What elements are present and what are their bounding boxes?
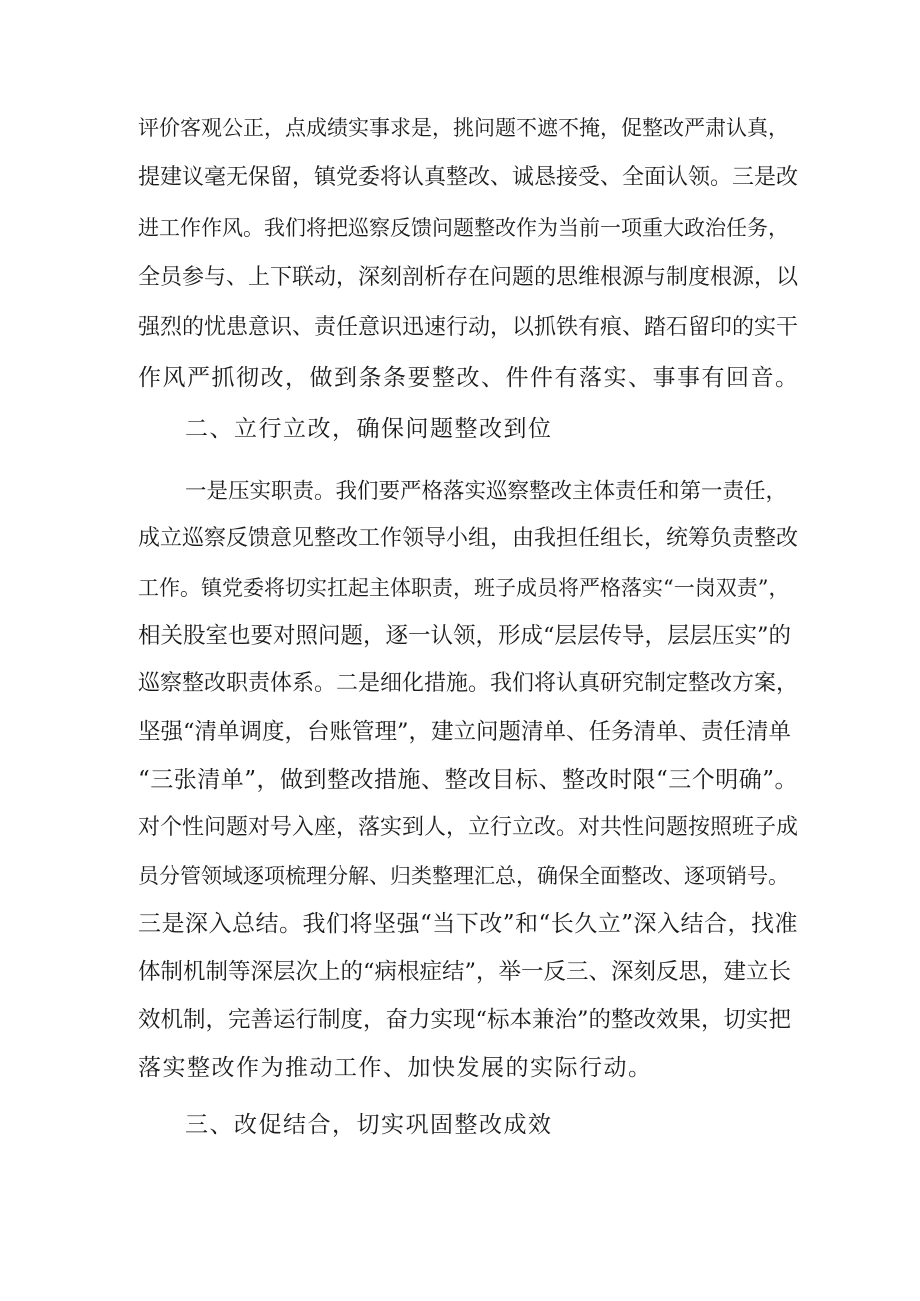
section-heading-3: 三、改促结合，切实巩固整改成效 <box>185 1112 553 1138</box>
paragraph-1-line-6: 作风严抓彻改，做到条条要整改、件件有落实、事事有回音。 <box>138 365 800 391</box>
paragraph-1-line-2: 提建议毫无保留，镇党委将认真整改、诚恳接受、全面认领。三是改 <box>138 165 799 190</box>
paragraph-2-line-1: 一是压实职责。我们要严格落实巡察整改主体责任和第一责任， <box>185 479 788 504</box>
paragraph-1-line-1: 评价客观公正，点成绩实事求是，挑问题不遮不掩，促整改严肃认真， <box>138 116 789 140</box>
paragraph-2-line-6: 坚强“清单调度，台账管理”，建立问题清单、任务清单、责任清单 <box>138 719 792 745</box>
paragraph-2-line-11: 体制机制等深层次上的“病根症结”，举一反三、深刻反思，建立长 <box>138 959 792 985</box>
paragraph-2-line-7: “三张清单”，做到整改措施、整改目标、整改时限“三个明确”。 <box>138 767 799 793</box>
section-heading-2: 二、立行立改，确保问题整改到位 <box>185 416 553 442</box>
paragraph-2-line-13: 落实整改作为推动工作、加快发展的实际行动。 <box>138 1055 653 1081</box>
paragraph-2-line-4: 相关股室也要对照问题，逐一认领，形成“层层传导，层层压实”的 <box>138 623 792 649</box>
paragraph-1-line-4: 全员参与、上下联动，深刻剖析存在问题的思维根源与制度根源，以 <box>138 265 799 290</box>
paragraph-2-line-2: 成立巡察反馈意见整改工作领导小组，由我担任组长，统筹负责整改 <box>138 526 799 551</box>
paragraph-2-line-5: 巡察整改职责体系。二是细化措施。我们将认真研究制定整改方案， <box>138 671 799 696</box>
paragraph-2-line-12: 效机制，完善运行制度，奋力实现“标本兼治”的整改效果，切实把 <box>138 1007 792 1033</box>
paragraph-2-line-8: 对个性问题对号入座，落实到人，立行立改。对共性问题按照班子成 <box>138 815 799 840</box>
paragraph-1-line-3: 进工作作风。我们将把巡察反馈问题整改作为当前一项重大政治任务， <box>138 216 789 240</box>
paragraph-2-line-10: 三是深入总结。我们将坚强“当下改”和“长久立”深入结合，找准 <box>138 911 799 937</box>
paragraph-2-line-9: 员分管领域逐项梳理分解、归类整理汇总，确保全面整改、逐项销号。 <box>138 864 789 888</box>
paragraph-2-line-3: 工作。镇党委将切实扛起主体职责，班子成员将严格落实“一岗双责”， <box>138 576 790 600</box>
paragraph-1-line-5: 强烈的忧患意识、责任意识迅速行动，以抓铁有痕、踏石留印的实干 <box>138 315 799 340</box>
